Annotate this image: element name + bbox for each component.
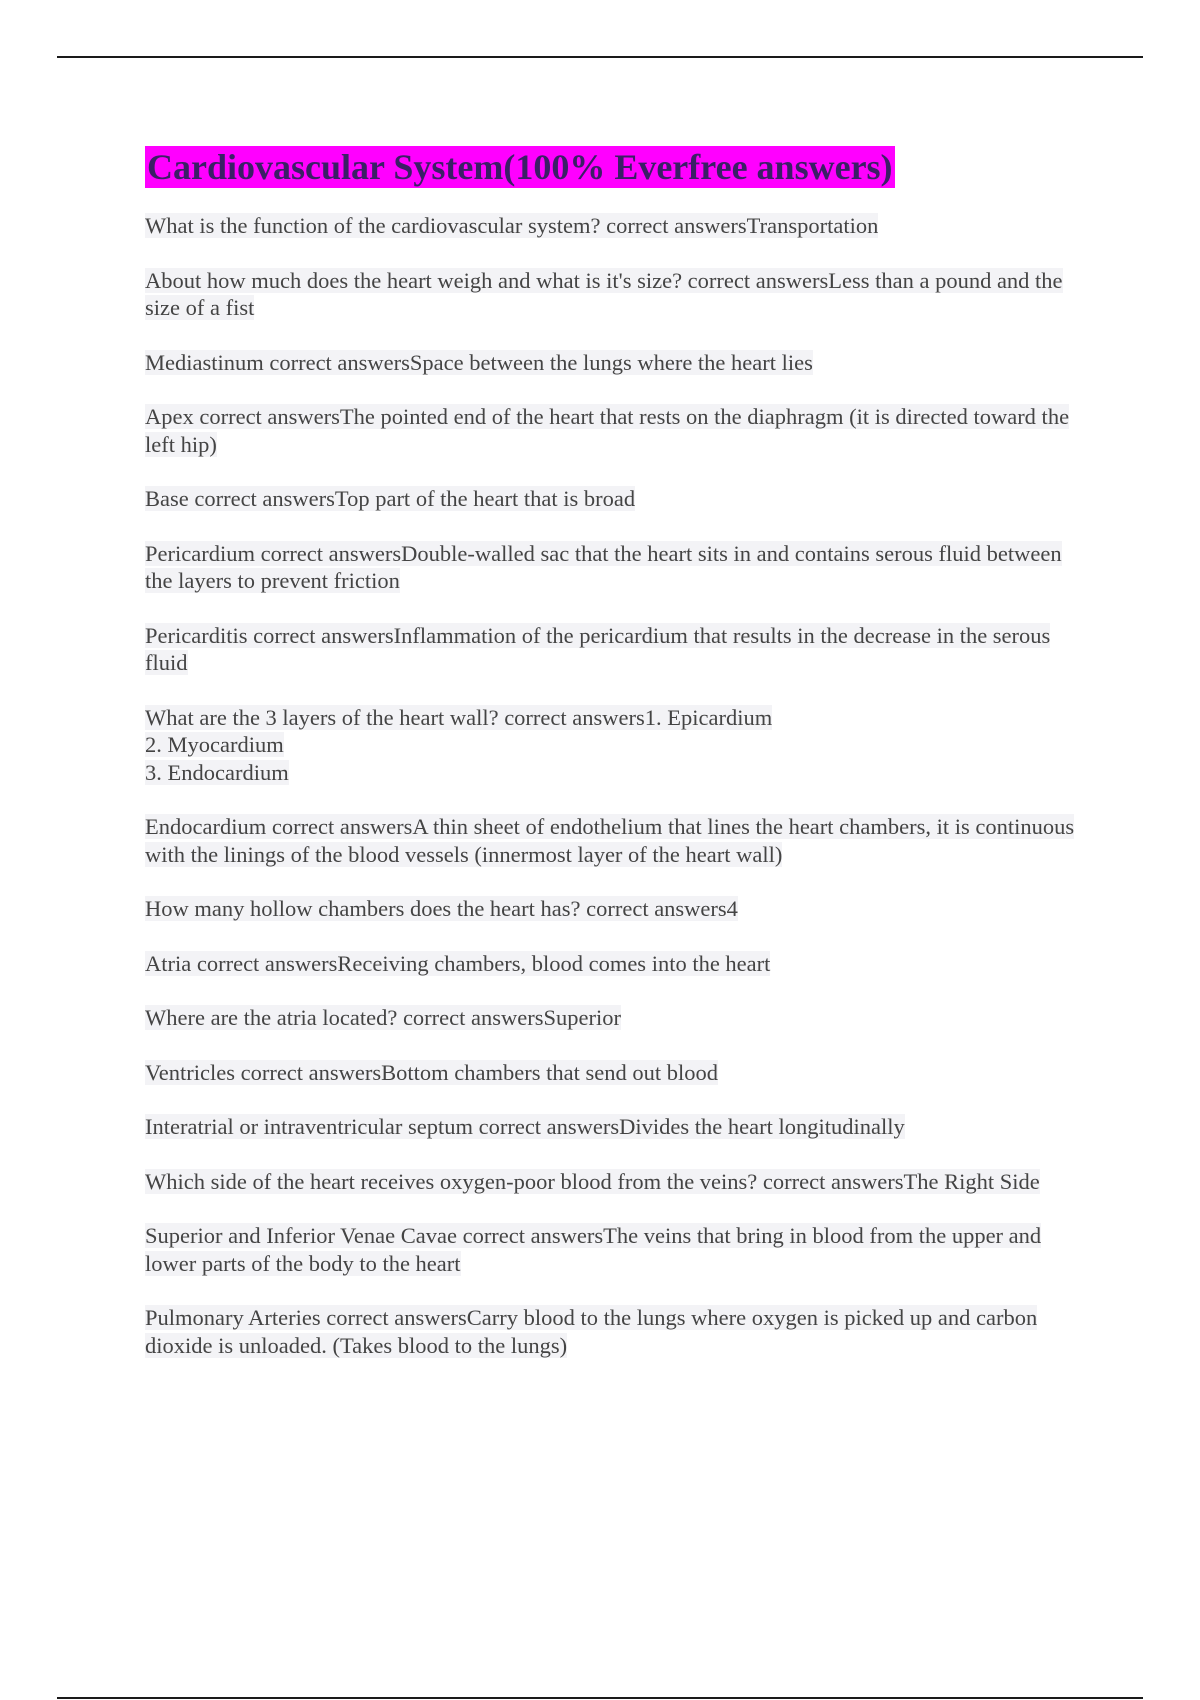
qa-text: Superior and Inferior Venae Cavae correct answersThe veins that bring in blood from the upper and lower parts of the body to the heart xyxy=(145,1223,1042,1276)
qa-item xyxy=(145,950,1080,978)
qa-text: Apex correct answersThe pointed end of the heart that rests on the diaphragm (it is directed toward the left hip) xyxy=(145,404,1070,457)
qa-item xyxy=(145,1113,1080,1141)
qa-text: Endocardium correct answersA thin sheet of endothelium that lines the heart chambers, it is continuous with the linings of the blood vessels (innermost layer of the heart wall) xyxy=(145,814,1075,867)
qa-text: Which side of the heart receives oxygen-poor blood from the veins? correct answersThe Right Side xyxy=(145,1168,1040,1194)
qa-item xyxy=(145,895,1080,923)
qa-text: Pericardium correct answersDouble-walled sac that the heart sits in and contains serous fluid between the layers to prevent friction xyxy=(145,540,1062,593)
qa-text: About how much does the heart weigh and what is it's size? correct answersLess than a pound and the size of a fist xyxy=(145,267,1063,320)
qa-item xyxy=(145,1304,1080,1359)
qa-text: Mediastinum correct answersSpace between the lungs where the heart lies xyxy=(145,349,813,375)
qa-text: Ventricles correct answersBottom chambers that send out blood xyxy=(145,1059,718,1085)
document-body xyxy=(145,146,1080,1386)
bottom-rule xyxy=(57,1697,1143,1699)
qa-item xyxy=(145,540,1080,595)
qa-item xyxy=(145,1222,1080,1277)
top-rule xyxy=(57,56,1143,58)
qa-item xyxy=(145,267,1080,322)
qa-text: What are the 3 layers of the heart wall? correct answers1. Epicardium 2. Myocardium 3. Endocardium xyxy=(145,704,773,785)
qa-text: Pulmonary Arteries correct answersCarry blood to the lungs where oxygen is picked up and carbon dioxide is unloaded. (Takes blood to the lungs) xyxy=(145,1305,1038,1358)
qa-text: What is the function of the cardiovascular system? correct answersTransportation xyxy=(145,213,879,238)
qa-text: Atria correct answersReceiving chambers, blood comes into the heart xyxy=(145,950,771,976)
qa-item xyxy=(145,212,1080,240)
qa-item xyxy=(145,1168,1080,1196)
qa-text: Base correct answersTop part of the heart that is broad xyxy=(145,486,636,511)
qa-text: How many hollow chambers does the heart has? correct answers4 xyxy=(145,896,738,921)
qa-text: Pericarditis correct answersInflammation of the pericardium that results in the decrease in the serous fluid xyxy=(145,622,1051,675)
qa-item xyxy=(145,485,1080,513)
document-title: Cardiovascular System(100% Everfree answers) xyxy=(147,147,893,187)
qa-list xyxy=(145,212,1080,1359)
qa-item xyxy=(145,704,1080,787)
qa-item xyxy=(145,1059,1080,1087)
qa-item xyxy=(145,622,1080,677)
qa-item xyxy=(145,1004,1080,1032)
qa-text: Where are the atria located? correct answersSuperior xyxy=(145,1005,621,1030)
qa-text: Interatrial or intraventricular septum correct answersDivides the heart longitudinally xyxy=(145,1114,905,1139)
qa-item xyxy=(145,349,1080,377)
qa-item xyxy=(145,403,1080,458)
qa-item xyxy=(145,813,1080,868)
